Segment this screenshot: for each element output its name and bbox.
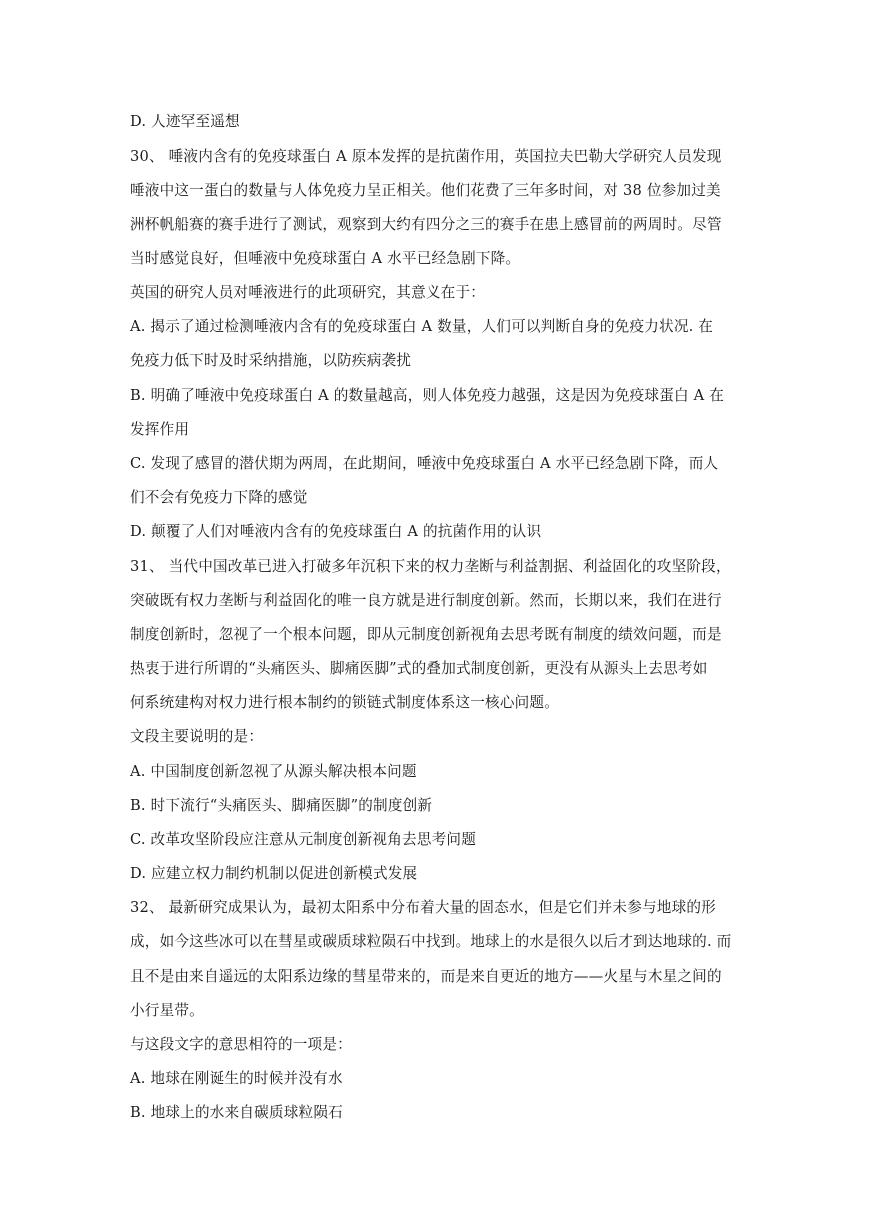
option-a-q32: A. 地球在刚诞生的时候并没有水: [130, 1070, 343, 1087]
option-c-q30-line-2: 们不会有免疫力下降的感觉: [130, 489, 308, 506]
option-c-q31: C. 改革攻坚阶段应注意从元制度创新视角去思考问题: [130, 831, 476, 848]
option-a-q31: A. 中国制度创新忽视了从源头解决根本问题: [130, 763, 417, 780]
question-31-line-4: 热衷于进行所谓的“头痛医头、脚痛医脚”式的叠加式制度创新，更没有从源头上去思考如: [130, 660, 708, 677]
question-32-line-3: 且不是由来自遥远的太阳系边缘的彗星带来的，而是来自更近的地方——火星与木星之间的: [130, 968, 722, 985]
question-31-line-5: 何系统建构对权力进行根本制约的锁链式制度体系这一核心问题。: [130, 694, 560, 711]
question-32-line-2: 成，如今这些冰可以在彗星或碳质球粒陨石中找到。地球上的水是很久以后才到达地球的. 而: [130, 933, 732, 950]
question-32-line-1: 32、 最新研究成果认为，最初太阳系中分布着大量的固态水，但是它们并未参与地球的形: [130, 899, 716, 916]
option-b-q31: B. 时下流行“头痛医头、脚痛医脚”的制度创新: [130, 797, 433, 814]
option-c-q30-line-1: C. 发现了感冒的潜伏期为两周，在此期间，唾液中免疫球蛋白 A 水平已经急剧下降，而人: [130, 455, 719, 472]
option-d-q29: D. 人迹罕至遥想: [130, 113, 240, 130]
question-30-line-4: 当时感觉良好，但唾液中免疫球蛋白 A 水平已经急剧下降。: [130, 250, 521, 267]
question-31-line-1: 31、 当代中国改革已进入打破多年沉积下来的权力垄断与利益割据、利益固化的攻坚阶段，: [130, 558, 731, 575]
question-32-line-4: 小行星带。: [130, 1002, 204, 1019]
question-30-prompt: 英国的研究人员对唾液进行的此项研究，其意义在于：: [130, 284, 486, 301]
question-31-line-2: 突破既有权力垄断与利益固化的唯一良方就是进行制度创新。然而，长期以来，我们在进行: [130, 592, 722, 609]
question-30-line-1: 30、 唾液内含有的免疫球蛋白 A 原本发挥的是抗菌作用，英国拉夫巴勒大学研究人员发现: [130, 148, 722, 165]
question-31-line-3: 制度创新时，忽视了一个根本问题，即从元制度创新视角去思考既有制度的绩效问题，而是: [130, 626, 722, 643]
question-30-line-3: 洲杯帆船赛的赛手进行了测试，观察到大约有四分之三的赛手在患上感冒前的两周时。尽管: [130, 216, 722, 233]
option-b-q30-line-2: 发挥作用: [130, 421, 190, 438]
question-31-prompt: 文段主要说明的是：: [130, 728, 264, 745]
question-30-line-2: 唾液中这一蛋白的数量与人体免疫力呈正相关。他们花费了三年多时间，对 38 位参加过美: [130, 182, 721, 199]
option-b-q30-line-1: B. 明确了唾液中免疫球蛋白 A 的数量越高，则人体免疫力越强，这是因为免疫球蛋白 A 在: [130, 387, 725, 404]
option-b-q32: B. 地球上的水来自碳质球粒陨石: [130, 1104, 343, 1121]
option-d-q31: D. 应建立权力制约机制以促进创新模式发展: [130, 865, 418, 882]
question-32-prompt: 与这段文字的意思相符的一项是：: [130, 1036, 352, 1053]
option-a-q30-line-2: 免疫力低下时及时采纳措施，以防疾病袭扰: [130, 352, 412, 369]
option-a-q30-line-1: A. 揭示了通过检测唾液内含有的免疫球蛋白 A 数量，人们可以判断自身的免疫力状况. 在: [130, 318, 714, 335]
option-d-q30: D. 颠覆了人们对唾液内含有的免疫球蛋白 A 的抗菌作用的认识: [130, 523, 542, 540]
